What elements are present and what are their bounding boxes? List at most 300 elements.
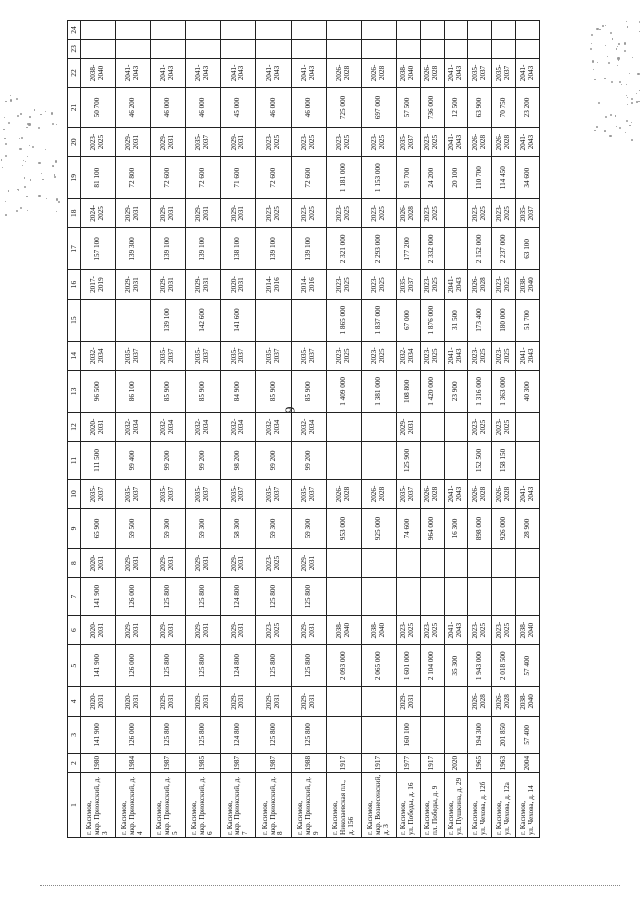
table-cell: 2026- 2028 <box>396 199 420 228</box>
table-cell: 2032- 2034 <box>186 412 221 441</box>
address-cell: г. Касимов, мкр. Приокский, д. 5 <box>151 773 186 838</box>
table-cell <box>420 442 444 480</box>
table-cell: 85 900 <box>186 370 221 412</box>
table-cell: 71 600 <box>221 157 256 199</box>
address-cell: г. Касимов, мкр. Приокский, д. 3 <box>81 773 116 838</box>
table-cell: 125 800 <box>291 716 326 754</box>
scan-speck <box>3 129 5 131</box>
table-cell: 1917 <box>420 754 444 773</box>
table-cell: 2041- 2043 <box>516 479 540 508</box>
table-cell: 91 700 <box>396 157 420 199</box>
table-row <box>444 21 468 838</box>
scan-speck <box>4 117 5 118</box>
table-cell: 2035- 2037 <box>116 341 151 370</box>
table-cell: 2026- 2028 <box>326 479 361 508</box>
scan-speck <box>618 59 619 60</box>
table-cell <box>361 412 396 441</box>
address-cell: г. Касимов, Николаевская пл., д. 156 <box>326 773 361 838</box>
table-cell: 1 601 000 <box>396 645 420 687</box>
table-cell: 736 000 <box>420 88 444 128</box>
table-cell <box>326 412 361 441</box>
scan-speck <box>27 210 28 211</box>
scan-speck <box>10 95 11 96</box>
table-cell: 63 900 <box>468 88 492 128</box>
scan-speck <box>602 25 604 27</box>
table-cell: 141 600 <box>221 299 256 341</box>
table-cell: 28 900 <box>516 509 540 549</box>
scan-speck <box>605 45 607 47</box>
table-cell: 59 300 <box>256 509 291 549</box>
table-cell: 2029- 2031 <box>151 270 186 299</box>
table-cell: 2020- 2031 <box>116 687 151 716</box>
scan-speck <box>8 190 10 192</box>
table-cell: 2029- 2031 <box>186 548 221 577</box>
scan-speck <box>621 84 622 85</box>
scan-speck <box>631 98 633 100</box>
table-cell <box>81 39 116 58</box>
table-cell: 2023- 2025 <box>326 270 361 299</box>
table-cell: 2023- 2025 <box>492 270 516 299</box>
table-cell <box>420 21 444 40</box>
scan-speck <box>29 116 31 118</box>
column-number: 8 <box>68 548 81 577</box>
table-cell <box>444 716 468 754</box>
table-row <box>116 21 151 838</box>
table-cell: 2 293 000 <box>361 228 396 270</box>
table-body <box>68 21 540 838</box>
table-cell <box>516 21 540 40</box>
scan-speck <box>616 48 617 49</box>
column-number: 16 <box>68 270 81 299</box>
table-cell <box>492 548 516 577</box>
table-row <box>291 21 326 838</box>
table-cell: 1987 <box>151 754 186 773</box>
table-cell: 2023- 2025 <box>420 270 444 299</box>
scan-speck <box>616 126 617 127</box>
table-cell: 2041- 2043 <box>116 58 151 87</box>
scan-speck <box>607 56 608 57</box>
scan-speck <box>22 165 23 166</box>
scan-speck <box>617 65 618 66</box>
table-cell: 2023- 2025 <box>256 548 291 577</box>
table-cell: 2035- 2037 <box>492 58 516 87</box>
table-cell: 2029- 2031 <box>221 199 256 228</box>
table-cell: 139 100 <box>186 228 221 270</box>
scan-speck <box>38 162 40 164</box>
table-cell: 2035- 2037 <box>221 479 256 508</box>
scan-speck <box>21 137 23 139</box>
table-cell: 2035- 2037 <box>116 479 151 508</box>
scan-speck <box>18 190 19 191</box>
scan-speck <box>56 211 57 212</box>
scan-speck <box>631 139 633 141</box>
table-cell: 125 800 <box>291 645 326 687</box>
scan-speck <box>58 201 60 203</box>
table-cell: 2041- 2043 <box>444 270 468 299</box>
table-cell: 2020- 2031 <box>221 270 256 299</box>
table-cell: 96 500 <box>81 370 116 412</box>
table-cell: 2023- 2025 <box>256 615 291 644</box>
column-number: 15 <box>68 299 81 341</box>
table-cell: 160 100 <box>396 716 420 754</box>
table-cell: 2020- 2031 <box>81 687 116 716</box>
table-cell <box>326 39 361 58</box>
scan-speck <box>20 113 22 115</box>
scan-speck <box>638 101 639 102</box>
table-cell <box>492 578 516 616</box>
address-cell: г. Касимов, ул. Чехова, д. 12а <box>492 773 516 838</box>
table-cell: 125 800 <box>291 578 326 616</box>
table-cell: 2038- 2040 <box>516 687 540 716</box>
table-cell: 2032- 2034 <box>256 412 291 441</box>
table-cell <box>361 39 396 58</box>
table-cell: 2026- 2028 <box>361 479 396 508</box>
table-cell <box>326 716 361 754</box>
table-cell: 2023- 2025 <box>396 615 420 644</box>
scan-speck <box>29 145 30 146</box>
table-cell: 2035- 2037 <box>186 479 221 508</box>
table-cell <box>396 548 420 577</box>
scan-speck <box>55 160 57 162</box>
column-number: 2 <box>68 754 81 773</box>
table-cell: 2035- 2037 <box>221 341 256 370</box>
table-cell: 2029- 2031 <box>256 687 291 716</box>
table-cell: 2041- 2043 <box>516 341 540 370</box>
page-number: 9 <box>283 406 299 414</box>
column-number: 17 <box>68 228 81 270</box>
table-cell: 1980 <box>81 754 116 773</box>
scan-speck <box>619 81 621 83</box>
table-cell: 2023- 2025 <box>492 615 516 644</box>
table-cell <box>186 39 221 58</box>
table-cell <box>492 39 516 58</box>
table-cell: 72 800 <box>116 157 151 199</box>
column-number: 19 <box>68 157 81 199</box>
table-cell: 2035- 2037 <box>186 127 221 156</box>
table-cell <box>361 687 396 716</box>
table-cell: 1 153 000 <box>361 157 396 199</box>
table-cell: 2035- 2037 <box>151 479 186 508</box>
table-cell: 2029- 2031 <box>291 548 326 577</box>
scan-speck <box>51 112 53 114</box>
table-cell: 125 800 <box>256 716 291 754</box>
table-cell: 697 000 <box>361 88 396 128</box>
table-cell <box>468 21 492 40</box>
table-cell: 2029- 2031 <box>186 199 221 228</box>
table-cell: 2035- 2037 <box>81 479 116 508</box>
table-cell: 725 000 <box>326 88 361 128</box>
scan-speck <box>626 120 628 122</box>
table-cell: 2041- 2043 <box>444 127 468 156</box>
table-cell: 2023- 2025 <box>492 412 516 441</box>
scan-speck <box>2 167 3 168</box>
table-cell: 81 100 <box>81 157 116 199</box>
scan-speck <box>45 149 46 150</box>
scan-speck <box>624 42 626 44</box>
table-row <box>420 21 444 838</box>
column-number: 23 <box>68 39 81 58</box>
table-cell: 152 500 <box>468 442 492 480</box>
table-header-row <box>68 21 81 838</box>
table-cell: 964 000 <box>420 509 444 549</box>
table-cell: 50 700 <box>81 88 116 128</box>
table-cell: 99 200 <box>186 442 221 480</box>
table-cell <box>291 39 326 58</box>
scan-speck <box>611 81 613 83</box>
table-cell: 2026- 2028 <box>468 270 492 299</box>
scan-speck <box>52 123 54 125</box>
table-cell: 59 500 <box>116 509 151 549</box>
table-cell: 124 800 <box>221 716 256 754</box>
table-cell: 57 400 <box>516 716 540 754</box>
table-cell: 99 200 <box>256 442 291 480</box>
column-number: 7 <box>68 578 81 616</box>
table-cell: 1 420 000 <box>420 370 444 412</box>
scan-speck <box>46 198 47 199</box>
table-cell: 2029- 2031 <box>291 615 326 644</box>
table-cell: 2 018 500 <box>492 645 516 687</box>
table-cell: 2023- 2025 <box>420 341 444 370</box>
scan-speck <box>10 99 12 101</box>
address-cell: г. Касимов, мкр. Приокский, д. 8 <box>256 773 291 838</box>
table-cell <box>81 21 116 40</box>
table-cell: 20 100 <box>444 157 468 199</box>
table-cell: 1984 <box>116 754 151 773</box>
scan-speck <box>20 207 22 209</box>
address-cell: г. Касимов, пл. Победы, д. 9 <box>420 773 444 838</box>
table-cell: 12 500 <box>444 88 468 128</box>
scan-speck <box>619 127 621 129</box>
scan-speck <box>26 196 28 198</box>
column-number: 11 <box>68 442 81 480</box>
table-cell: 2020- 2031 <box>81 615 116 644</box>
table-cell: 2041- 2043 <box>444 615 468 644</box>
table-cell: 2038- 2040 <box>396 58 420 87</box>
table-row <box>326 21 361 838</box>
table-cell: 72 600 <box>186 157 221 199</box>
table-cell: 141 900 <box>81 716 116 754</box>
scan-speck <box>592 60 594 62</box>
scan-speck <box>612 38 614 40</box>
table-cell: 2041- 2043 <box>186 58 221 87</box>
column-number: 22 <box>68 58 81 87</box>
table-cell <box>396 21 420 40</box>
scan-speck <box>16 210 18 212</box>
column-number: 1 <box>68 773 81 838</box>
table-cell: 2038- 2040 <box>81 58 116 87</box>
scan-speck <box>24 177 25 178</box>
table-cell <box>420 687 444 716</box>
table-cell: 1987 <box>221 754 256 773</box>
table-cell: 34 600 <box>516 157 540 199</box>
scan-speck <box>604 130 606 132</box>
table-cell: 125 800 <box>256 578 291 616</box>
scan-speck <box>610 32 612 34</box>
table-cell: 141 900 <box>81 578 116 616</box>
table-row <box>492 21 516 838</box>
scan-speck <box>610 114 612 116</box>
table-cell <box>151 39 186 58</box>
table-cell: 126 000 <box>116 645 151 687</box>
table-row <box>186 21 221 838</box>
table-cell: 72 600 <box>291 157 326 199</box>
capital-repair-schedule-table <box>67 20 540 838</box>
table-cell: 2041- 2043 <box>444 58 468 87</box>
table-cell <box>516 442 540 480</box>
table-cell: 177 200 <box>396 228 420 270</box>
table-cell: 1 363 000 <box>492 370 516 412</box>
scan-speck <box>637 73 639 75</box>
scan-speck <box>631 122 632 123</box>
address-cell: г. Касимов, ул. Чехова, д. 12б <box>468 773 492 838</box>
table-cell <box>420 716 444 754</box>
column-number: 5 <box>68 645 81 687</box>
table-cell: 24 200 <box>420 157 444 199</box>
column-number: 6 <box>68 615 81 644</box>
table-cell: 2029- 2031 <box>116 548 151 577</box>
table-cell: 2023- 2025 <box>291 199 326 228</box>
column-number: 13 <box>68 370 81 412</box>
scan-speck <box>617 46 618 47</box>
table-cell: 139 100 <box>256 228 291 270</box>
table-cell: 35 300 <box>444 645 468 687</box>
scan-speck <box>593 69 594 70</box>
table-cell: 2035- 2037 <box>151 341 186 370</box>
table-cell: 31 500 <box>444 299 468 341</box>
table-cell: 124 800 <box>221 645 256 687</box>
table-cell: 2035- 2037 <box>468 58 492 87</box>
table-cell: 2035- 2037 <box>186 341 221 370</box>
table-cell: 2029- 2031 <box>291 687 326 716</box>
table-cell: 65 900 <box>81 509 116 549</box>
table-cell <box>492 21 516 40</box>
table-cell: 126 000 <box>116 716 151 754</box>
table-cell: 1917 <box>361 754 396 773</box>
table-cell <box>256 299 291 341</box>
scan-speck <box>5 201 7 203</box>
table-cell: 1977 <box>396 754 420 773</box>
table-cell: 46 000 <box>291 88 326 128</box>
table-cell: 2035- 2037 <box>291 479 326 508</box>
table-cell <box>186 21 221 40</box>
table-cell: 139 100 <box>151 228 186 270</box>
scan-speck <box>38 127 40 129</box>
table-cell: 125 800 <box>186 716 221 754</box>
table-cell: 125 800 <box>151 645 186 687</box>
table-cell: 2023- 2025 <box>468 199 492 228</box>
table-cell <box>420 548 444 577</box>
scan-speck <box>34 109 36 111</box>
address-cell: г. Касимов, ул. Пушкина, д. 29 <box>444 773 468 838</box>
table-cell: 46 000 <box>186 88 221 128</box>
table-cell: 139 100 <box>291 228 326 270</box>
table-cell: 141 900 <box>81 645 116 687</box>
scan-speck <box>24 186 26 188</box>
table-cell: 2023- 2025 <box>361 270 396 299</box>
table-cell: 2023- 2025 <box>81 127 116 156</box>
scan-speck <box>627 104 628 105</box>
table-cell <box>326 21 361 40</box>
table-cell: 1985 <box>186 754 221 773</box>
table-cell <box>116 299 151 341</box>
scan-speck <box>627 26 628 27</box>
scan-speck <box>632 57 633 58</box>
table-cell: 2023- 2025 <box>256 199 291 228</box>
table-cell: 67 000 <box>396 299 420 341</box>
address-cell: г. Касимов, мкр. Вознесенский, д. 3 <box>361 773 396 838</box>
table-cell: 2035- 2037 <box>516 199 540 228</box>
table-cell: 57 500 <box>396 88 420 128</box>
scan-speck <box>54 176 56 178</box>
table-cell: 2026- 2028 <box>326 58 361 87</box>
table-cell <box>444 21 468 40</box>
table-cell: 2041- 2043 <box>256 58 291 87</box>
table-cell: 23 900 <box>444 370 468 412</box>
table-cell: 2029- 2031 <box>186 270 221 299</box>
table-cell <box>444 412 468 441</box>
table-cell: 2 237 000 <box>492 228 516 270</box>
scan-speck <box>626 21 627 22</box>
table-cell: 2023- 2025 <box>361 127 396 156</box>
table-cell: 2035- 2037 <box>256 341 291 370</box>
column-number: 4 <box>68 687 81 716</box>
table-cell: 2032- 2034 <box>291 412 326 441</box>
table-cell: 59 300 <box>291 509 326 549</box>
table-cell: 2029- 2031 <box>221 687 256 716</box>
table-cell: 2029- 2031 <box>151 687 186 716</box>
table-cell: 2032- 2034 <box>116 412 151 441</box>
table-cell: 1 316 000 <box>468 370 492 412</box>
table-cell: 2023- 2025 <box>468 412 492 441</box>
table-cell: 2026- 2028 <box>492 687 516 716</box>
table-cell: 46 200 <box>116 88 151 128</box>
table-cell: 1 381 000 <box>361 370 396 412</box>
table-cell: 2023- 2025 <box>256 127 291 156</box>
table-cell: 2026- 2028 <box>468 479 492 508</box>
table-cell: 2026- 2028 <box>492 127 516 156</box>
scan-speck <box>40 114 41 115</box>
table-cell <box>420 578 444 616</box>
table-cell: 2014- 2016 <box>291 270 326 299</box>
scan-speck <box>17 115 19 117</box>
scan-speck <box>8 122 10 124</box>
table-cell: 1987 <box>256 754 291 773</box>
scan-speck <box>1 159 2 160</box>
column-number: 18 <box>68 199 81 228</box>
table-cell <box>420 412 444 441</box>
table-cell: 2026- 2028 <box>361 58 396 87</box>
table-cell: 1 943 000 <box>468 645 492 687</box>
scan-speck <box>590 48 592 50</box>
table-cell <box>396 578 420 616</box>
table-cell: 194 300 <box>468 716 492 754</box>
table-row <box>361 21 396 838</box>
scan-speck <box>56 124 57 125</box>
table-cell: 2029- 2031 <box>116 199 151 228</box>
address-cell: г. Касимов, мкр. Приокский, д. 9 <box>291 773 326 838</box>
table-cell: 125 800 <box>256 645 291 687</box>
table-cell <box>116 39 151 58</box>
scan-speck <box>599 29 601 31</box>
scan-speck <box>626 95 627 96</box>
table-cell: 2023- 2025 <box>468 341 492 370</box>
table-cell: 2041- 2043 <box>221 58 256 87</box>
table-cell <box>151 21 186 40</box>
scan-speck <box>27 156 28 157</box>
scan-noise-left <box>0 95 60 215</box>
table-cell: 59 300 <box>151 509 186 549</box>
table-cell: 180 000 <box>492 299 516 341</box>
